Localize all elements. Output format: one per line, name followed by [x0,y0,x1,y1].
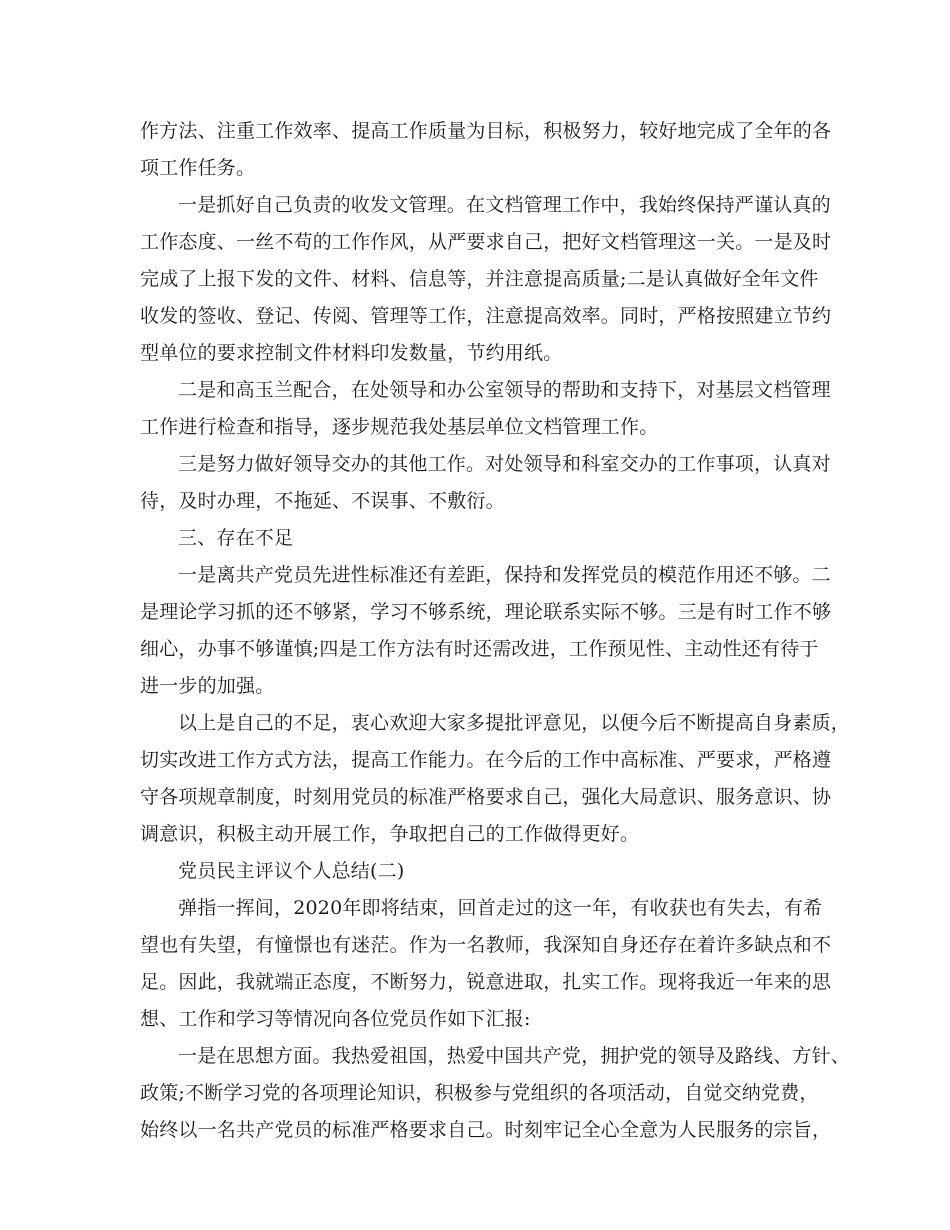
text-line: 切实改进工作方式方法，提高工作能力。在今后的工作中高标准、严要求，严格遵 [140,749,832,771]
section-heading: 三、存在不足 [178,527,294,549]
text-line: 工作进行检查和指导，逐步规范我处基层单位文档管理工作。 [140,416,659,438]
text-line: 三是努力做好领导交办的其他工作。对处领导和科室交办的工作事项，认真对 [178,453,831,475]
text-line: 政策;不断学习党的各项理论知识，积极参与党组织的各项活动，自觉交纳党费， [140,1082,819,1104]
text-line: 作方法、注重工作效率、提高工作质量为目标，积极努力，较好地完成了全年的各 [140,120,832,142]
text-line: 二是和高玉兰配合，在处领导和办公室领导的帮助和支持下，对基层文档管理 [178,379,831,401]
text-line: 以上是自己的不足，衷心欢迎大家多提批评意见，以便今后不断提高自身素质， [178,712,851,734]
text-line: 待，及时办理，不拖延、不误事、不敷衍。 [140,490,505,512]
text-line: 一是抓好自己负责的收发文管理。在文档管理工作中，我始终保持严谨认真的 [178,194,831,216]
text-line: 项工作任务。 [140,157,256,179]
text-line: 工作态度、一丝不苟的工作作风，从严要求自己，把好文档管理这一关。一是及时 [140,231,832,253]
text-line: 型单位的要求控制文件材料印发数量，节约用纸。 [140,342,563,364]
text-line: 一是在思想方面。我热爱祖国，热爱中国共产党，拥护党的领导及路线、方针、 [178,1045,851,1067]
text-line: 守各项规章制度，时刻用党员的标准严格要求自己，强化大局意识、服务意识、协 [140,786,832,808]
text-line: 一是离共产党员先进性标准还有差距，保持和发挥党员的模范作用还不够。二 [178,564,831,586]
text-line: 足。因此，我就端正态度，不断努力，锐意进取，扎实工作。现将我近一年来的思 [140,971,832,993]
text-line: 想、工作和学习等情况向各位党员作如下汇报: [140,1008,531,1030]
text-line: 望也有失望，有憧憬也有迷茫。作为一名教师，我深知自身还存在着许多缺点和不 [140,934,832,956]
section-title: 党员民主评议个人总结(二) [178,860,405,882]
text-line: 弹指一挥间，2020年即将结束，回首走过的这一年，有收获也有失去，有希 [178,897,823,919]
text-line: 始终以一名共产党员的标准严格要求自己。时刻牢记全心全意为人民服务的宗旨， [140,1119,832,1141]
text-line: 进一步的加强。 [140,675,275,697]
text-line: 完成了上报下发的文件、材料、信息等，并注意提高质量;二是认真做好全年文件 [140,268,819,290]
text-line: 收发的签收、登记、传阅、管理等工作，注意提高效率。同时，严格按照建立节约 [140,305,832,327]
text-line: 是理论学习抓的还不够紧，学习不够系统，理论联系实际不够。三是有时工作不够 [140,601,832,623]
text-line: 细心，办事不够谨慎;四是工作方法有时还需改进，工作预见性、主动性还有待于 [140,638,819,660]
text-line: 调意识，积极主动开展工作，争取把自己的工作做得更好。 [140,823,640,845]
